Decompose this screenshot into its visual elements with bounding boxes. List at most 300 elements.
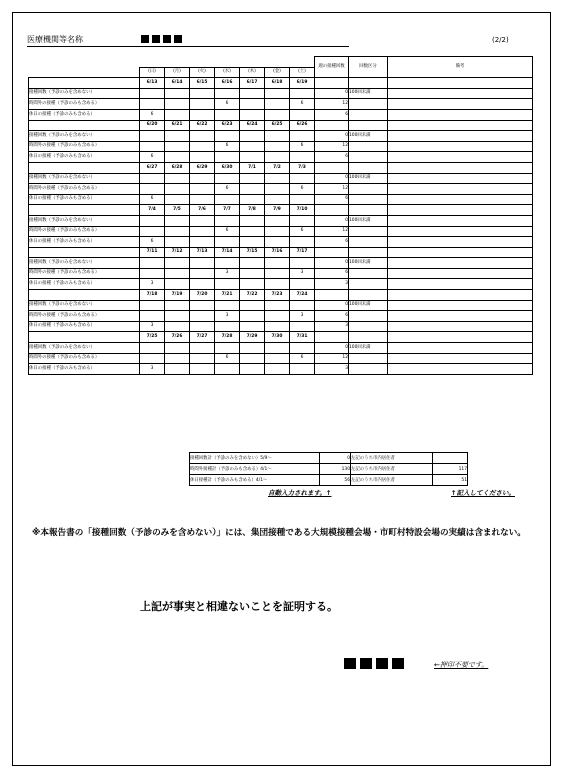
count-cell [290,131,315,142]
count-cell [265,88,290,99]
summary-row [190,464,468,475]
remarks-cell [388,215,533,226]
summary-row [190,453,468,464]
weekly-total-cell: 0 [315,173,349,184]
table-row [29,364,533,375]
count-cell [140,215,165,226]
row-label: 時間外の接種（予診のみも含める） [29,141,140,152]
institution-label: 医療機関等名称 [27,35,83,44]
category-cell: 100回未満 [349,343,388,354]
date-row-label [29,290,140,301]
count-cell [215,173,240,184]
count-cell [190,268,215,279]
category-cell: 100回未満 [349,173,388,184]
row-label: 時間外の接種（予診のみも含める） [29,184,140,195]
remarks-cell [388,237,533,248]
count-cell [290,343,315,354]
remarks-cell [388,162,533,173]
count-cell [140,141,165,152]
remarks-cell [388,120,533,131]
date-row-label [29,78,140,89]
count-cell [265,173,290,184]
count-cell [165,152,190,163]
weekly-total-cell: 12 [315,226,349,237]
count-cell: 6 [140,109,165,120]
count-cell: 6 [290,141,315,152]
blank-header-cell [240,57,265,68]
count-cell [290,173,315,184]
table-row [29,215,533,226]
summary-label: 接種回数計（予診のみを含めない）5/9～ [190,453,320,464]
signature-redacted [376,658,388,669]
date-cell: 7/23 [265,290,290,301]
count-cell [240,364,265,375]
date-cell: 7/27 [190,332,215,343]
count-cell [215,300,240,311]
count-cell [165,279,190,290]
count-cell [190,353,215,364]
count-cell [240,258,265,269]
row-label: 接種回数（予診のみを含めない） [29,343,140,354]
row-label: 接種回数（予診のみを含めない） [29,131,140,142]
summary-label: 休日接種計（予診のみも含める）4/1～ [190,475,320,486]
count-cell [240,311,265,322]
category-cell [349,99,388,110]
weekly-total-cell: 0 [315,88,349,99]
table-row [29,99,533,110]
category-cell: 100回未満 [349,88,388,99]
date-cell: 6/13 [140,78,165,89]
count-cell [190,88,215,99]
weekly-total-cell: 0 [315,131,349,142]
count-cell [165,141,190,152]
remarks-cell [388,109,533,120]
date-cell: 7/31 [290,332,315,343]
count-cell [165,131,190,142]
count-cell [165,321,190,332]
count-cell [265,353,290,364]
remarks-cell [388,152,533,163]
date-cell: 6/27 [140,162,165,173]
weekly-total-cell: 12 [315,184,349,195]
count-cell [190,194,215,205]
count-cell: 3 [290,311,315,322]
date-cell: 7/9 [265,205,290,216]
row-label: 時間外の接種（予診のみも含める） [29,226,140,237]
count-cell [240,353,265,364]
weekday-header: (木) [240,67,265,78]
count-cell [140,173,165,184]
date-row [29,247,533,258]
count-cell [190,109,215,120]
count-cell [240,109,265,120]
summary-value: 130 [320,464,351,475]
date-row [29,120,533,131]
weekly-total-cell: 0 [315,258,349,269]
count-cell [165,268,190,279]
count-cell [240,226,265,237]
remarks-cell [388,290,533,301]
count-cell [190,321,215,332]
remarks-cell [388,99,533,110]
resident-label: 左記のうち市内居住者 [351,453,433,464]
category-cell [349,332,388,343]
count-cell [190,279,215,290]
count-cell [190,364,215,375]
weekday-header: (金) [265,67,290,78]
count-cell [240,237,265,248]
category-cell [349,353,388,364]
date-cell: 7/2 [265,162,290,173]
date-cell: 6/15 [190,78,215,89]
count-cell [290,194,315,205]
count-cell: 6 [215,99,240,110]
date-row-label [29,162,140,173]
date-cell: 6/20 [140,120,165,131]
remarks-cell [388,258,533,269]
resident-label: 左記のうち市内居住者 [351,464,433,475]
date-cell: 7/29 [240,332,265,343]
count-cell [265,268,290,279]
table-row [29,321,533,332]
count-cell: 3 [140,321,165,332]
weekly-total-cell [315,247,349,258]
row-label: 休日の接種（予診のみも含める） [29,194,140,205]
date-cell: 7/21 [215,290,240,301]
remarks-header: 備考 [388,57,533,78]
count-cell [190,226,215,237]
count-cell [290,258,315,269]
count-cell [240,99,265,110]
date-cell: 7/14 [215,247,240,258]
count-cell [240,343,265,354]
count-cell [140,353,165,364]
count-cell [290,215,315,226]
remarks-cell [388,205,533,216]
weekly-total-cell [315,332,349,343]
date-cell: 7/5 [165,205,190,216]
count-cell [215,321,240,332]
table-row [29,226,533,237]
count-cell [265,226,290,237]
count-cell [190,184,215,195]
date-cell: 7/24 [290,290,315,301]
count-cell [265,343,290,354]
count-cell: 3 [215,268,240,279]
weekly-total-cell: 12 [315,141,349,152]
count-cell [215,343,240,354]
row-label: 接種回数（予診のみを含めない） [29,88,140,99]
category-cell [349,268,388,279]
count-cell [190,99,215,110]
count-cell [290,88,315,99]
summary-label: 時間外接種計（予診のみも含める）4/1～ [190,464,320,475]
date-cell: 7/10 [290,205,315,216]
weekly-total-cell [315,162,349,173]
category-cell: 100回未満 [349,258,388,269]
weekly-total-cell: 6 [315,237,349,248]
count-cell [265,215,290,226]
weekly-total-cell: 3 [315,321,349,332]
weekly-total-cell: 0 [315,300,349,311]
date-cell: 7/22 [240,290,265,301]
date-cell: 7/17 [290,247,315,258]
summary-value: 0 [320,453,351,464]
date-row-label [29,120,140,131]
institution-name-redacted [141,35,149,43]
weekly-total-cell [315,205,349,216]
date-cell: 7/26 [165,332,190,343]
count-cell [190,141,215,152]
count-cell [190,152,215,163]
category-cell [349,162,388,173]
count-cell [265,279,290,290]
table-row [29,88,533,99]
count-cell [240,152,265,163]
date-cell: 7/20 [190,290,215,301]
count-cell [240,321,265,332]
table-row [29,279,533,290]
count-cell: 3 [140,364,165,375]
table-row [29,237,533,248]
remarks-cell [388,247,533,258]
date-cell: 7/11 [140,247,165,258]
count-cell [215,215,240,226]
category-cell [349,226,388,237]
weekday-header: (月) [165,67,190,78]
count-cell [240,268,265,279]
remarks-cell [388,184,533,195]
weekday-header: (水) [215,67,240,78]
signature-redacted [344,658,356,669]
count-cell [265,184,290,195]
count-cell [190,300,215,311]
count-cell: 6 [140,194,165,205]
remarks-cell [388,311,533,322]
table-row [29,258,533,269]
date-cell: 6/19 [290,78,315,89]
count-cell [215,279,240,290]
blank-header-cell [265,57,290,68]
table-row [29,311,533,322]
remarks-cell [388,353,533,364]
count-cell [165,237,190,248]
count-cell [265,99,290,110]
row-label: 接種回数（予診のみを含めない） [29,173,140,184]
count-cell [265,258,290,269]
table-row [29,173,533,184]
table-row [29,152,533,163]
date-cell: 7/6 [190,205,215,216]
count-cell [140,311,165,322]
count-cell: 6 [140,237,165,248]
count-cell [165,311,190,322]
weekly-total-cell: 12 [315,99,349,110]
table-row [29,184,533,195]
count-cell: 6 [215,353,240,364]
category-cell [349,184,388,195]
date-cell: 6/22 [190,120,215,131]
date-cell: 7/28 [215,332,240,343]
category-cell [349,120,388,131]
date-cell: 6/23 [215,120,240,131]
date-cell: 7/13 [190,247,215,258]
count-cell: 6 [290,226,315,237]
remarks-cell [388,364,533,375]
count-cell [215,194,240,205]
date-cell: 6/16 [215,78,240,89]
stamp-not-required-note: ←押印不要です。 [434,661,489,669]
weekday-header: (火) [190,67,215,78]
count-cell: 3 [290,268,315,279]
institution-name-redacted [152,35,160,43]
weekly-total-cell: 0 [315,343,349,354]
blank-header-cell [29,67,140,78]
count-cell [165,343,190,354]
table-header-row [29,57,533,68]
count-cell [165,88,190,99]
row-label: 接種回数（予診のみを含めない） [29,258,140,269]
summary-value: 56 [320,475,351,486]
count-cell [265,131,290,142]
weekly-total-cell: 6 [315,311,349,322]
count-cell: 3 [215,311,240,322]
count-cell: 6 [215,226,240,237]
weekly-total-cell: 0 [315,215,349,226]
date-cell: 7/7 [215,205,240,216]
count-cell [215,88,240,99]
category-cell [349,279,388,290]
date-cell: 7/3 [290,162,315,173]
row-label: 休日の接種（予診のみも含める） [29,321,140,332]
weekly-total-cell: 3 [315,279,349,290]
category-cell [349,247,388,258]
table-row [29,131,533,142]
category-cell [349,109,388,120]
count-cell [265,311,290,322]
blank-header-cell [165,57,190,68]
weekly-count-header: 週の接種回数 [315,57,349,78]
date-cell: 7/30 [265,332,290,343]
weekly-total-cell: 12 [315,353,349,364]
weekly-total-cell: 6 [315,194,349,205]
count-cell [165,109,190,120]
row-label: 時間外の接種（予診のみも含める） [29,311,140,322]
count-cell [165,300,190,311]
blank-header-cell [140,57,165,68]
count-cell [165,194,190,205]
weekly-total-cell: 6 [315,152,349,163]
count-cell [240,173,265,184]
count-cell [140,131,165,142]
count-cell [140,184,165,195]
category-cell [349,152,388,163]
count-cell [215,131,240,142]
summary-row [190,475,468,486]
count-cell: 6 [290,353,315,364]
count-cell [265,109,290,120]
count-cell [215,258,240,269]
row-label: 休日の接種（予診のみも含める） [29,152,140,163]
count-cell [215,237,240,248]
fill-in-note: ↑記入してください。 [451,489,515,497]
category-cell [349,78,388,89]
count-cell [140,226,165,237]
category-cell [349,141,388,152]
category-cell [349,205,388,216]
blank-header-cell [290,57,315,68]
remarks-cell [388,141,533,152]
date-row-label [29,332,140,343]
count-cell [140,258,165,269]
count-cell: 6 [290,99,315,110]
category-cell: 100回未満 [349,131,388,142]
table-row [29,343,533,354]
table-row [29,300,533,311]
resident-value: 51 [433,475,468,486]
count-cell: 6 [290,184,315,195]
count-cell: 3 [140,279,165,290]
row-label: 時間外の接種（予診のみも含める） [29,99,140,110]
count-cell: 6 [215,141,240,152]
count-cell [165,173,190,184]
table-row [29,194,533,205]
category-cell: 100回未満 [349,215,388,226]
weekly-total-cell [315,120,349,131]
date-cell: 7/15 [240,247,265,258]
category-cell [349,290,388,301]
weekly-total-cell: 6 [315,109,349,120]
category-cell [349,311,388,322]
row-label: 休日の接種（予診のみも含める） [29,109,140,120]
category-cell [349,364,388,375]
count-cell [240,194,265,205]
count-cell [215,152,240,163]
remarks-cell [388,332,533,343]
table-row [29,353,533,364]
count-cell: 6 [140,152,165,163]
category-cell: 100回未満 [349,300,388,311]
weekly-total-cell [315,78,349,89]
count-cell [190,131,215,142]
count-cell [290,364,315,375]
date-cell: 7/1 [240,162,265,173]
count-cell [165,364,190,375]
remarks-cell [388,321,533,332]
row-label: 接種回数（予診のみを含めない） [29,215,140,226]
count-cell [140,88,165,99]
signature-redacted [392,658,404,669]
date-cell: 7/16 [265,247,290,258]
page-indicator: (2/2) [492,36,509,44]
resident-value: 117 [433,464,468,475]
signature-redacted [360,658,372,669]
date-cell: 6/18 [265,78,290,89]
resident-label: 左記のうち市内居住者 [351,475,433,486]
count-cell [265,237,290,248]
remarks-cell [388,78,533,89]
row-label: 休日の接種（予診のみも含める） [29,237,140,248]
date-row [29,78,533,89]
count-cell [240,300,265,311]
date-row [29,205,533,216]
count-cell [265,300,290,311]
date-cell: 7/4 [140,205,165,216]
date-cell: 6/25 [265,120,290,131]
count-cell [240,279,265,290]
remarks-cell [388,131,533,142]
count-cell [290,109,315,120]
